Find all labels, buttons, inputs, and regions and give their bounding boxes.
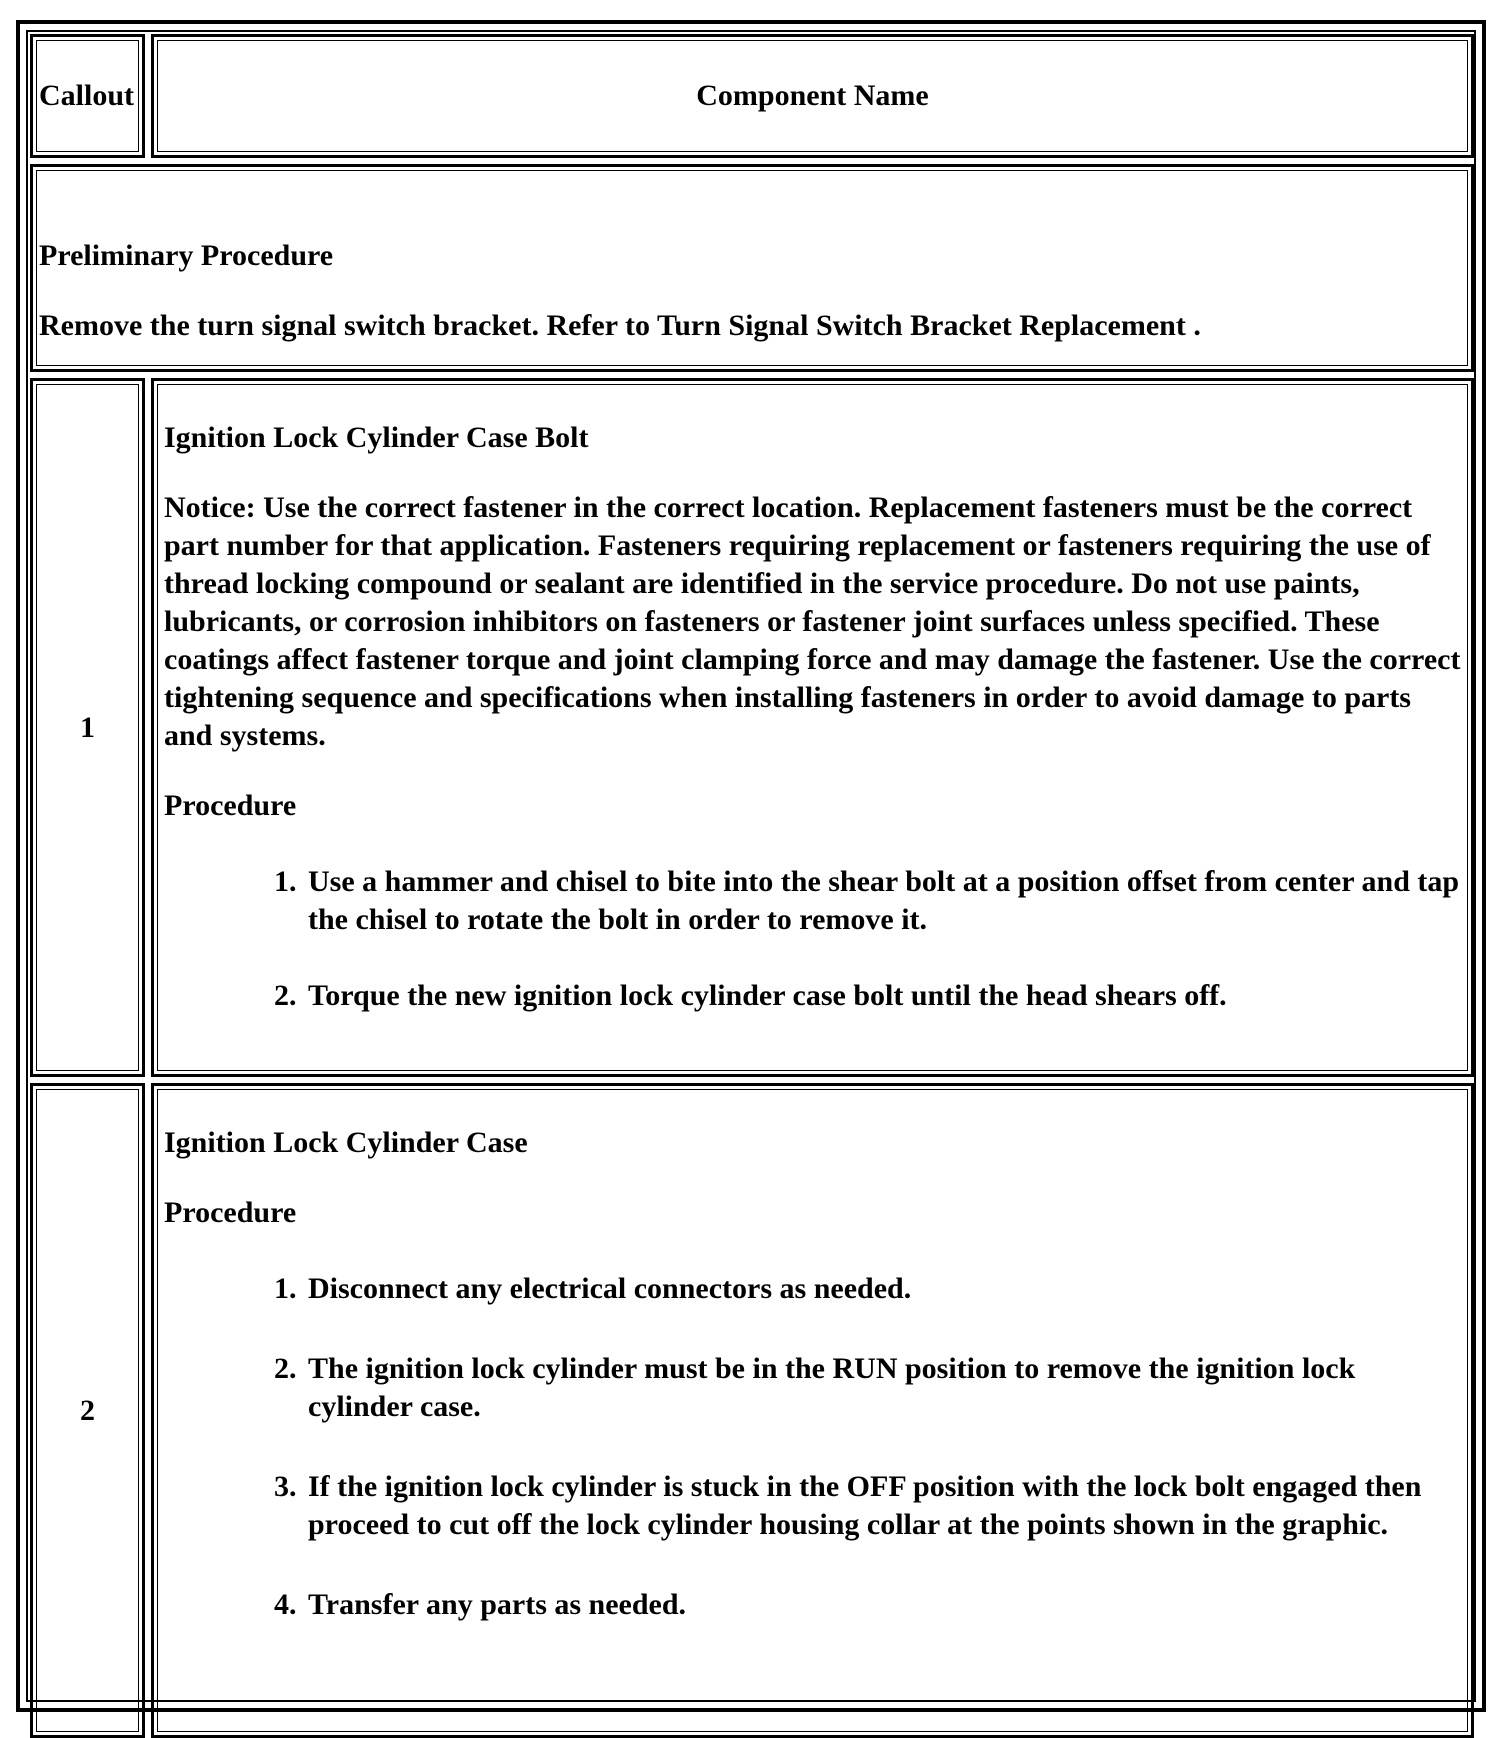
row-1-notice: Notice: Use the correct fastener in the correct location. Replacement fasteners must be the correct part number for that application. Fasteners requiring replacement or fasteners requiring the use of thread locking compound or sealant are identified in the service procedure. Do not use paints, lubricants, or corrosion inhibitors on fasteners or fastener joint surfaces unless specified. These coatings affect fastener torque and joint clamping force and may damage the fastener. Use the correct tightening sequence and specifications when installing fasteners in order to avoid damage to parts and systems.: [164, 491, 1461, 752]
row-2-callout-cell: [30, 1083, 145, 1738]
row-2-step-2: 2. The ignition lock cylinder must be in the RUN position to remove the ignition lock cylinder case.: [304, 1350, 1461, 1426]
row-2-callout: 2: [80, 1393, 95, 1427]
preliminary-text: Remove the turn signal switch bracket. Refer to Turn Signal Switch Bracket Replacement .: [39, 309, 1201, 342]
row-2-step-1: 1. Disconnect any electrical connectors as needed.: [304, 1270, 1461, 1308]
row-1-component-title: Ignition Lock Cylinder Case Bolt: [164, 421, 589, 454]
preliminary-title: Preliminary Procedure: [39, 239, 334, 272]
header-callout-cell: [30, 34, 145, 158]
row-1-step-1: 1. Use a hammer and chisel to bite into the shear bolt at a position offset from center and tap the chisel to rotate the bolt in order to remove it.: [304, 863, 1461, 939]
row-2-step-4: 4. Transfer any parts as needed.: [304, 1586, 1461, 1624]
component-table: [16, 20, 1486, 1712]
row-2-steps: [164, 1270, 1461, 1624]
row-1-procedure-title: Procedure: [164, 789, 297, 822]
row-2-step-3: 3. If the ignition lock cylinder is stuck in the OFF position with the lock bolt engaged then proceed to cut off the lock cylinder housing collar at the points shown in the graphic.: [304, 1468, 1461, 1544]
header-component-name: Component Name: [696, 79, 929, 112]
row-1-step-2: 2. Torque the new ignition lock cylinder case bolt until the head shears off.: [304, 977, 1461, 1015]
row-2-component-title: Ignition Lock Cylinder Case: [164, 1126, 528, 1159]
row-1-callout: 1: [80, 710, 95, 744]
row-1-component-cell: [151, 378, 1474, 1077]
preliminary-procedure-cell: [30, 164, 1474, 372]
row-2-component-cell: [151, 1083, 1474, 1738]
row-2-procedure-title: Procedure: [164, 1196, 297, 1229]
header-callout: Callout: [39, 79, 135, 112]
header-component-name-cell: [151, 34, 1474, 158]
row-1-steps: [164, 863, 1461, 1015]
row-1-callout-cell: [30, 378, 145, 1077]
